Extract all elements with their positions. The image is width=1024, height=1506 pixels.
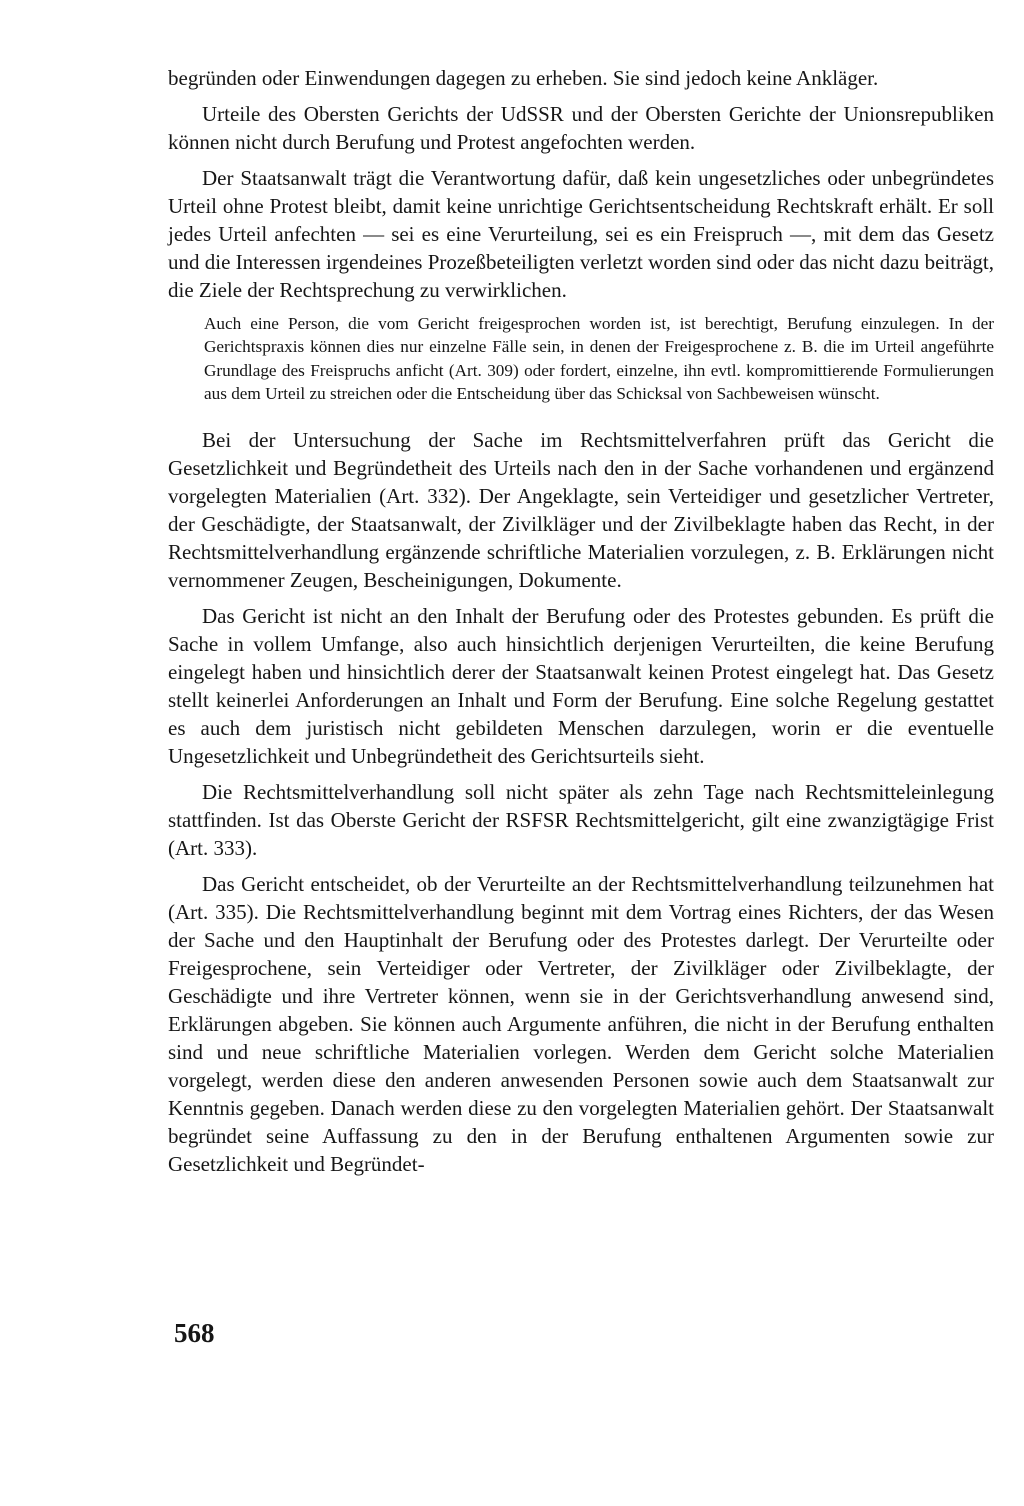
paragraph-hearing-procedure: Das Gericht entscheidet, ob der Verurteilte an der Rechtsmittelverhandlung teilzunehmen hat (Art. 335). Die Rechtsmittelverhandlung beginnt mit dem Vortrag eines Richters, der das Wesen der Sache und den Hauptinhalt der Berufung oder des Protestes darlegt. Der Verurteilte oder Freigesprochene, sein Verteidiger oder Vertreter, der Zivilkläger oder Zivilbeklagte, der Geschädigte und ihre Vertreter können, wenn sie in der Gerichtsverhandlung anwesend sind, Erklärungen abgeben. Sie können auch Argumente anführen, die nicht in der Berufung enthalten sind und neue schriftliche Materialien vorlegen. Werden dem Gericht solche Materialien vorgelegt, werden diese den anderen anwesenden Personen sowie auch dem Staatsanwalt zur Kenntnis gegeben. Danach werden diese zu den vorgelegten Materialien gehört. Der Staatsanwalt begründet seine Auffassung zu den in der Berufung enthaltenen Argumenten sowie zur Gesetzlichkeit und Begründet-	[168, 871, 994, 1176]
paragraph-hearing-deadline: Die Rechtsmittelverhandlung soll nicht später als zehn Tage nach Rechtsmitteleinlegung stattfinden. Ist das Oberste Gericht der RSFSR Rechtsmittelgericht, gilt eine zwanzigtägige Frist (Art. 333).	[168, 779, 994, 860]
paragraph-continuation: begründen oder Einwendungen dagegen zu erheben. Sie sind jedoch keine Ankläger.	[168, 66, 879, 90]
note-acquitted-appeal: Auch eine Person, die vom Gericht freigesprochen worden ist, ist berechtigt, Berufung einzulegen. In der Gerichtspraxis können dies nur einzelne Fälle sein, in denen der Freigesprochene z. B. die im Urteil angeführte Grundlage des Freispruchs anficht (Art. 309) oder fordert, einzelne, ihn evtl. kompromittierende Formulierungen aus dem Urteil zu streichen oder die Entscheidung über das Schicksal von Sachbeweisen wünscht.	[204, 314, 994, 404]
body-text	[168, 64, 994, 1186]
paragraph-prosecutor-responsibility: Der Staatsanwalt trägt die Verantwortung dafür, daß kein ungesetzliches oder unbegründetes Urteil ohne Protest bleibt, damit keine unrichtige Gerichtsentscheidung Rechtskraft erhält. Er soll jedes Urteil anfechten — sei es eine Verurteilung, sei es ein Freispruch —, mit dem das Gesetz und die Interessen irgendeines Prozeßbeteiligten verletzt worden sind oder das nicht dazu beiträgt, die Ziele der Rechtsprechung zu verwirklichen.	[168, 166, 994, 302]
paragraph-supreme-court-judgments: Urteile des Obersten Gerichts der UdSSR und der Obersten Gerichte der Unionsrepubliken können nicht durch Berufung und Protest angefochten werden.	[168, 102, 994, 154]
paragraph-appeal-examination: Bei der Untersuchung der Sache im Rechtsmittelverfahren prüft das Gericht die Gesetzlichkeit und Begründetheit des Urteils nach den in der Sache vorhandenen und ergänzend vorgelegten Materialien (Art. 332). Der Angeklagte, sein Verteidiger und gesetzlicher Vertreter, der Geschädigte, der Staatsanwalt, der Zivilkläger und der Zivilbeklagte haben das Recht, in der Rechtsmittelverhandlung ergänzende schriftliche Materialien vorzulegen, z. B. Erklärungen nicht vernommener Zeugen, Bescheinigungen, Dokumente.	[168, 427, 994, 592]
page-number: 568	[174, 1318, 215, 1348]
paragraph-court-not-bound: Das Gericht ist nicht an den Inhalt der Berufung oder des Protestes gebunden. Es prüft die Sache in vollem Umfange, also auch hinsichtlich derjenigen Verurteilten, die keine Berufung eingelegt haben und hinsichtlich derer der Staatsanwalt keinen Protest eingelegt hat. Das Gesetz stellt keinerlei Anforderungen an Inhalt und Form der Berufung. Eine solche Regelung gestattet es auch dem juristisch nicht gebildeten Menschen darzulegen, worin er die eventuelle Ungesetzlichkeit und Unbegründetheit des Gerichtsurteils sieht.	[168, 603, 994, 768]
